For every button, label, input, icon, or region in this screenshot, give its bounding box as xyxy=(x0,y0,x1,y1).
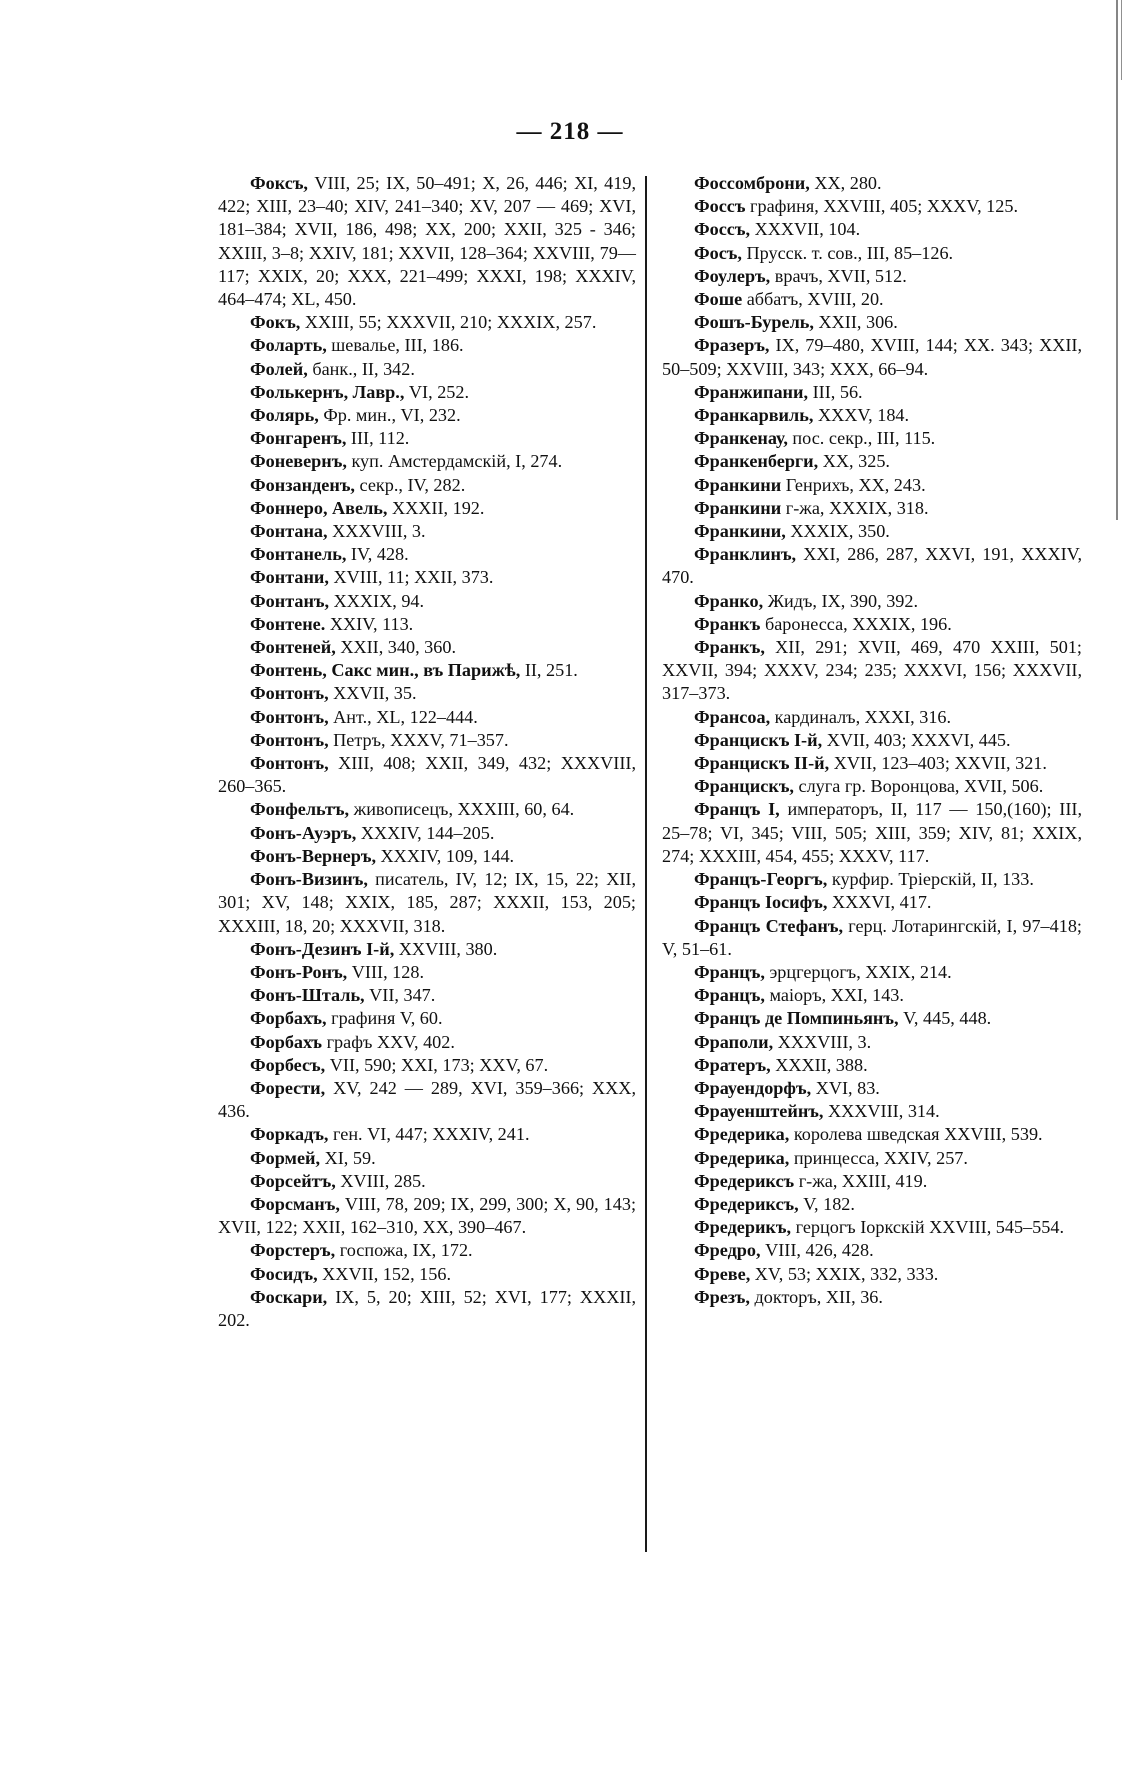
entry-references: VIII, 128. xyxy=(347,961,425,982)
entry-heading: Фредериксъ xyxy=(694,1170,795,1191)
right-column xyxy=(662,172,1082,1309)
entry-heading: Фоше xyxy=(694,289,743,310)
index-entry xyxy=(662,775,1082,798)
index-entry xyxy=(218,1054,636,1077)
index-entry xyxy=(662,311,1082,334)
index-entry xyxy=(662,520,1082,543)
index-entry xyxy=(662,497,1082,520)
index-entry xyxy=(218,1263,636,1286)
entry-heading: Фредериксъ, xyxy=(694,1193,799,1214)
entry-references: королева шведская XXVIII, 539. xyxy=(789,1124,1043,1145)
index-entry xyxy=(662,1193,1082,1216)
entry-heading: Форкадъ, xyxy=(250,1124,329,1145)
entry-references: XVII, 403; XXXVI, 445. xyxy=(822,729,1011,750)
entry-references: VII, 590; XXI, 173; XXV, 67. xyxy=(325,1054,549,1075)
index-entry xyxy=(218,845,636,868)
entry-heading: Францъ Стефанъ, xyxy=(694,915,844,936)
index-entry xyxy=(662,1286,1082,1309)
index-entry xyxy=(662,427,1082,450)
index-entry xyxy=(218,636,636,659)
entry-references: графъ XXV, 402. xyxy=(322,1031,455,1052)
index-entry xyxy=(662,729,1082,752)
index-entry xyxy=(218,1239,636,1262)
entry-references: XXVII, 152, 156. xyxy=(317,1263,451,1284)
entry-heading: Фрауендорфъ, xyxy=(694,1077,812,1098)
page-edge-line-secondary xyxy=(1121,0,1122,80)
entry-heading: Франкини xyxy=(694,497,782,518)
index-entry xyxy=(662,984,1082,1007)
entry-references: VIII, 25; IX, 50–491; X, 26, 446; XI, 419, 422; XIII, 23–40; XIV, 241–340; XV, 207 — 469; XVI, 181–384; XVII, 186, 498; XX, 200; XXII, 325 - 346; XXIII, 3–8; XXIV, 181; XXVII, 128–364; XXVIII, 79—117; XXIX, 20; XXX, 221–499; XXXI, 198; XXXIV, 464–474; XL, 450. xyxy=(218,173,636,310)
entry-references: XXXIV, 109, 144. xyxy=(376,845,515,866)
entry-references: XXII, 340, 360. xyxy=(335,637,457,658)
entry-heading: Франкини, xyxy=(694,521,786,542)
entry-references: XXXVIII, 3. xyxy=(327,521,426,542)
entry-references: III, 56. xyxy=(808,381,863,402)
page-number: — 218 — xyxy=(516,118,624,145)
entry-references: курфир. Тріерскій, II, 133. xyxy=(827,869,1034,890)
index-entry xyxy=(218,613,636,636)
index-entry xyxy=(218,404,636,427)
entry-references: XXXVI, 417. xyxy=(827,892,932,913)
entry-references: V, 182. xyxy=(798,1193,855,1214)
index-entry xyxy=(662,613,1082,636)
entry-references: г-жа, XXIII, 419. xyxy=(794,1170,928,1191)
index-entry xyxy=(218,752,636,798)
entry-references: XXVII, 35. xyxy=(328,683,417,704)
entry-references: кардиналъ, XXXI, 316. xyxy=(770,706,952,727)
entry-heading: Фолькернъ, Лавр., xyxy=(250,381,405,402)
entry-references: XXXIX, 350. xyxy=(785,521,890,542)
entry-heading: Фрезъ, xyxy=(694,1286,750,1307)
entry-heading: Фосъ, xyxy=(694,242,742,263)
entry-heading: Фонъ-Шталь, xyxy=(250,985,365,1006)
entry-heading: Франкъ xyxy=(694,613,761,634)
entry-heading: Фонтани, xyxy=(250,567,329,588)
entry-heading: Франкенау, xyxy=(694,428,788,449)
index-entry xyxy=(662,961,1082,984)
entry-references: куп. Амстердамскій, I, 274. xyxy=(346,451,563,472)
entry-heading: Форести, xyxy=(250,1077,326,1098)
entry-heading: Фонъ-Вернеръ, xyxy=(250,845,376,866)
entry-references: IX, 79–480, XVIII, 144; XX. 343; XXII, 50–509; XXVIII, 343; XXX, 66–94. xyxy=(662,335,1082,379)
entry-references: писатель, IV, 12; IX, 15, 22; XII, 301; XV, 148; XXIX, 185, 287; XXXII, 153, 205; XXXIII, 18, 20; XXXVII, 318. xyxy=(218,869,636,936)
entry-references: Прусск. т. сов., III, 85–126. xyxy=(741,242,954,263)
entry-heading: Фонтеней, xyxy=(250,637,336,658)
entry-references: XV, 242 — 289, XVI, 359–366; XXX, 436. xyxy=(218,1077,636,1122)
entry-heading: Франкъ, xyxy=(694,637,765,658)
entry-references: XX, 280. xyxy=(809,173,882,193)
index-entry xyxy=(218,659,636,682)
entry-heading: Фоскари, xyxy=(250,1286,328,1307)
entry-heading: Франсоа, xyxy=(694,706,771,727)
entry-heading: Фразеръ, xyxy=(694,335,770,356)
entry-references: II, 251. xyxy=(520,660,578,681)
entry-heading: Фоссъ xyxy=(694,196,746,217)
entry-heading: Фонтонъ, xyxy=(250,706,329,727)
index-entry xyxy=(218,961,636,984)
entry-heading: Фоларть, xyxy=(250,335,327,356)
index-entry xyxy=(218,590,636,613)
entry-heading: Фонъ-Дезинъ I-й, xyxy=(250,938,395,959)
entry-heading: Францъ, xyxy=(694,961,765,982)
index-entry xyxy=(662,1077,1082,1100)
entry-references: ген. VI, 447; XXXIV, 241. xyxy=(328,1124,530,1145)
index-entry xyxy=(662,1239,1082,1262)
index-entry xyxy=(662,172,1082,195)
index-entry xyxy=(662,868,1082,891)
entry-heading: Фонзанденъ, xyxy=(250,474,355,495)
index-entry xyxy=(662,1123,1082,1146)
index-entry xyxy=(218,1007,636,1030)
entry-heading: Фоссъ, xyxy=(694,219,751,240)
entry-references: графиня, XXVIII, 405; XXXV, 125. xyxy=(745,196,1019,217)
entry-references: XX, 325. xyxy=(818,451,890,472)
entry-heading: Фонтене. xyxy=(250,613,326,634)
index-entry xyxy=(662,1170,1082,1193)
index-entry xyxy=(662,915,1082,961)
entry-references: VI, 252. xyxy=(404,381,470,402)
index-entry xyxy=(662,636,1082,706)
entry-references: XXXIX, 94. xyxy=(329,590,425,611)
entry-heading: Форсейтъ, xyxy=(250,1170,336,1191)
index-entry xyxy=(218,1286,636,1332)
entry-references: XXI, 286, 287, XXVI, 191, XXXIV, 470. xyxy=(662,544,1082,588)
entry-references: Фр. мин., VI, 232. xyxy=(318,405,461,426)
index-entry xyxy=(218,474,636,497)
entry-heading: Форбесъ, xyxy=(250,1054,326,1075)
entry-heading: Фошъ-Бурель, xyxy=(694,312,814,333)
index-entry xyxy=(218,497,636,520)
entry-references: баронесса, XXXIX, 196. xyxy=(760,613,952,634)
page-edge-line xyxy=(1116,0,1118,520)
entry-references: XV, 53; XXIX, 332, 333. xyxy=(750,1263,939,1284)
entry-heading: Фолей, xyxy=(250,358,308,379)
entry-heading: Фосидъ, xyxy=(250,1263,318,1284)
entry-references: XXIV, 113. xyxy=(325,613,414,634)
index-entry xyxy=(662,195,1082,218)
entry-references: VIII, 426, 428. xyxy=(760,1240,874,1261)
entry-heading: Фонтанель, xyxy=(250,544,347,565)
entry-heading: Фредерика, xyxy=(694,1147,790,1168)
entry-references: XVII, 123–403; XXVII, 321. xyxy=(829,753,1047,774)
column-divider xyxy=(645,176,647,1552)
entry-heading: Фратеръ, xyxy=(694,1054,771,1075)
entry-references: г-жа, XXXIX, 318. xyxy=(781,497,929,518)
entry-references: XXXII, 388. xyxy=(770,1054,868,1075)
entry-heading: Фонтана, xyxy=(250,521,328,542)
index-entry xyxy=(662,450,1082,473)
index-entry xyxy=(662,288,1082,311)
entry-references: эрцгерцогъ, XXIX, 214. xyxy=(764,961,952,982)
entry-heading: Франкини xyxy=(694,474,782,495)
entry-heading: Фолярь, xyxy=(250,405,319,426)
entry-references: живописецъ, XXXIII, 60, 64. xyxy=(349,799,575,820)
entry-references: шевалье, III, 186. xyxy=(326,335,464,356)
entry-references: IV, 428. xyxy=(346,544,409,565)
entry-heading: Фоневернъ, xyxy=(250,451,347,472)
entry-heading: Фонтонъ, xyxy=(250,683,329,704)
index-entry xyxy=(218,543,636,566)
index-entry xyxy=(662,752,1082,775)
index-entry xyxy=(662,242,1082,265)
index-entry xyxy=(662,543,1082,589)
entry-references: XXIII, 55; XXXVII, 210; XXXIX, 257. xyxy=(300,312,597,333)
index-entry xyxy=(662,1263,1082,1286)
index-entry xyxy=(662,334,1082,380)
index-entry xyxy=(662,404,1082,427)
entry-references: XVIII, 285. xyxy=(335,1170,426,1191)
entry-references: XI, 59. xyxy=(320,1147,376,1168)
entry-heading: Фонтонъ, xyxy=(250,729,329,750)
entry-references: XXII, 306. xyxy=(813,312,898,333)
entry-references: маіоръ, XXI, 143. xyxy=(764,985,904,1006)
entry-heading: Фонъ-Визинъ, xyxy=(250,869,368,890)
entry-heading: Фонъ-Ауэръ, xyxy=(250,822,357,843)
entry-references: Жидъ, IX, 390, 392. xyxy=(763,590,919,611)
entry-references: герц. Лотарингскій, I, 97–418; V, 51–61. xyxy=(662,915,1082,959)
index-entry xyxy=(662,891,1082,914)
index-entry xyxy=(218,427,636,450)
entry-references: III, 112. xyxy=(346,428,410,449)
entry-references: Петръ, XXXV, 71–357. xyxy=(328,729,509,750)
index-entry xyxy=(218,682,636,705)
index-entry xyxy=(662,1007,1082,1030)
index-entry xyxy=(662,1031,1082,1054)
index-entry xyxy=(218,1123,636,1146)
entry-heading: Фонфельтъ, xyxy=(250,799,350,820)
index-entry xyxy=(218,1031,636,1054)
entry-heading: Францискъ II-й, xyxy=(694,753,830,774)
entry-references: XVIII, 11; XXII, 373. xyxy=(328,567,494,588)
index-entry xyxy=(662,1054,1082,1077)
entry-heading: Формей, xyxy=(250,1147,321,1168)
index-entry xyxy=(662,590,1082,613)
entry-references: XXXVII, 104. xyxy=(750,219,861,240)
entry-heading: Францискъ I-й, xyxy=(694,729,823,750)
entry-references: XXVIII, 380. xyxy=(394,938,498,959)
entry-heading: Фраполи, xyxy=(694,1031,774,1052)
entry-heading: Францъ Іосифъ, xyxy=(694,892,828,913)
entry-references: банк., II, 342. xyxy=(307,358,415,379)
entry-references: госпожа, IX, 172. xyxy=(335,1240,473,1261)
entry-references: XXXIV, 144–205. xyxy=(356,822,495,843)
entry-references: аббатъ, XVIII, 20. xyxy=(742,289,884,310)
entry-references: VIII, 78, 209; IX, 299, 300; X, 90, 143; XVII, 122; XXII, 162–310, XX, 390–467. xyxy=(218,1193,636,1238)
entry-references: V, 445, 448. xyxy=(898,1008,992,1029)
entry-references: докторъ, XII, 36. xyxy=(749,1286,883,1307)
index-entry xyxy=(218,334,636,357)
entry-heading: Форбахъ xyxy=(250,1031,323,1052)
index-entry xyxy=(662,1216,1082,1239)
entry-references: XVI, 83. xyxy=(811,1077,880,1098)
entry-heading: Фрауенштейнъ, xyxy=(694,1101,824,1122)
entry-references: Ант., XL, 122–444. xyxy=(328,706,478,727)
entry-references: императоръ, II, 117 — 150,(160); III, 25–78; VI, 345; VIII, 505; XIII, 359; XIV, 81; XXIX, 274; XXXIII, 454, 455; XXXV, 117. xyxy=(662,799,1082,866)
index-entry xyxy=(218,358,636,381)
entry-heading: Фоксъ, xyxy=(250,173,308,193)
left-column xyxy=(218,172,636,1332)
entry-heading: Фокъ, xyxy=(250,312,301,333)
index-entry xyxy=(218,938,636,961)
entry-references: Генрихъ, XX, 243. xyxy=(781,474,926,495)
entry-heading: Фоннеро, Авель, xyxy=(250,497,388,518)
index-entry xyxy=(218,1193,636,1239)
entry-heading: Фредерика, xyxy=(694,1124,790,1145)
entry-heading: Фреве, xyxy=(694,1263,751,1284)
entry-references: XXXV, 184. xyxy=(813,405,910,426)
index-entry xyxy=(218,381,636,404)
entry-heading: Фонтанъ, xyxy=(250,590,330,611)
entry-references: XII, 291; XVII, 469, 470 XXIII, 501; XXVII, 394; XXXV, 234; 235; XXXVI, 156; XXXVII, 317–373. xyxy=(662,637,1082,704)
entry-heading: Форсманъ, xyxy=(250,1193,340,1214)
index-entry xyxy=(218,172,636,311)
entry-references: XIII, 408; XXII, 349, 432; XXXVIII, 260–365. xyxy=(218,753,636,797)
entry-references: графиня V, 60. xyxy=(326,1008,443,1029)
entry-heading: Фредро, xyxy=(694,1240,761,1261)
index-entry xyxy=(218,520,636,543)
entry-heading: Фонъ-Ронъ, xyxy=(250,961,348,982)
entry-references: пос. секр., III, 115. xyxy=(787,428,936,449)
entry-heading: Франкенберги, xyxy=(694,451,819,472)
index-entry xyxy=(218,822,636,845)
entry-heading: Франклинъ, xyxy=(694,544,797,565)
entry-heading: Францъ де Помпиньянъ, xyxy=(694,1008,899,1029)
index-entry xyxy=(218,798,636,821)
entry-heading: Францъ-Георгъ, xyxy=(694,869,828,890)
index-entry xyxy=(662,1100,1082,1123)
index-entry xyxy=(218,868,636,938)
entry-references: принцесса, XXIV, 257. xyxy=(789,1147,968,1168)
entry-heading: Франкарвиль, xyxy=(694,405,814,426)
entry-heading: Франжипани, xyxy=(694,381,809,402)
index-entry xyxy=(218,566,636,589)
entry-references: XXXVIII, 3. xyxy=(773,1031,872,1052)
index-entry xyxy=(218,311,636,334)
entry-heading: Фонтень, Сакс мин., въ Парижѣ, xyxy=(250,660,521,681)
entry-heading: Фонгаренъ, xyxy=(250,428,347,449)
index-entry xyxy=(218,729,636,752)
index-entry xyxy=(218,706,636,729)
index-entry xyxy=(218,1077,636,1123)
entry-references: IX, 5, 20; XIII, 52; XVI, 177; XXXII, 202. xyxy=(218,1286,636,1330)
entry-references: секр., IV, 282. xyxy=(354,474,466,495)
entry-heading: Фоссомброни, xyxy=(694,173,810,193)
index-entry xyxy=(662,706,1082,729)
entry-heading: Фоулеръ, xyxy=(694,265,771,286)
index-entry xyxy=(218,1170,636,1193)
entry-heading: Фредерикъ, xyxy=(694,1217,792,1238)
index-entry xyxy=(218,984,636,1007)
entry-heading: Францискъ, xyxy=(694,776,794,797)
index-entry xyxy=(662,474,1082,497)
index-entry xyxy=(662,218,1082,241)
entry-references: слуга гр. Воронцова, XVII, 506. xyxy=(793,776,1044,797)
index-entry xyxy=(662,265,1082,288)
entry-heading: Францъ, xyxy=(694,985,765,1006)
index-entry xyxy=(218,450,636,473)
entry-heading: Франко, xyxy=(694,590,764,611)
index-entry xyxy=(662,1147,1082,1170)
entry-references: XXXVIII, 314. xyxy=(823,1101,940,1122)
entry-references: врачъ, XVII, 512. xyxy=(770,265,907,286)
index-entry xyxy=(218,1147,636,1170)
index-entry xyxy=(662,381,1082,404)
entry-references: герцогъ Іоркскій XXVIII, 545–554. xyxy=(791,1217,1064,1238)
entry-references: VII, 347. xyxy=(364,985,436,1006)
entry-heading: Францъ I, xyxy=(694,799,780,820)
entry-heading: Форстеръ, xyxy=(250,1240,336,1261)
index-entry xyxy=(662,798,1082,868)
entry-heading: Фонтонъ, xyxy=(250,753,329,774)
entry-references: XXXII, 192. xyxy=(387,497,485,518)
entry-heading: Форбахъ, xyxy=(250,1008,327,1029)
